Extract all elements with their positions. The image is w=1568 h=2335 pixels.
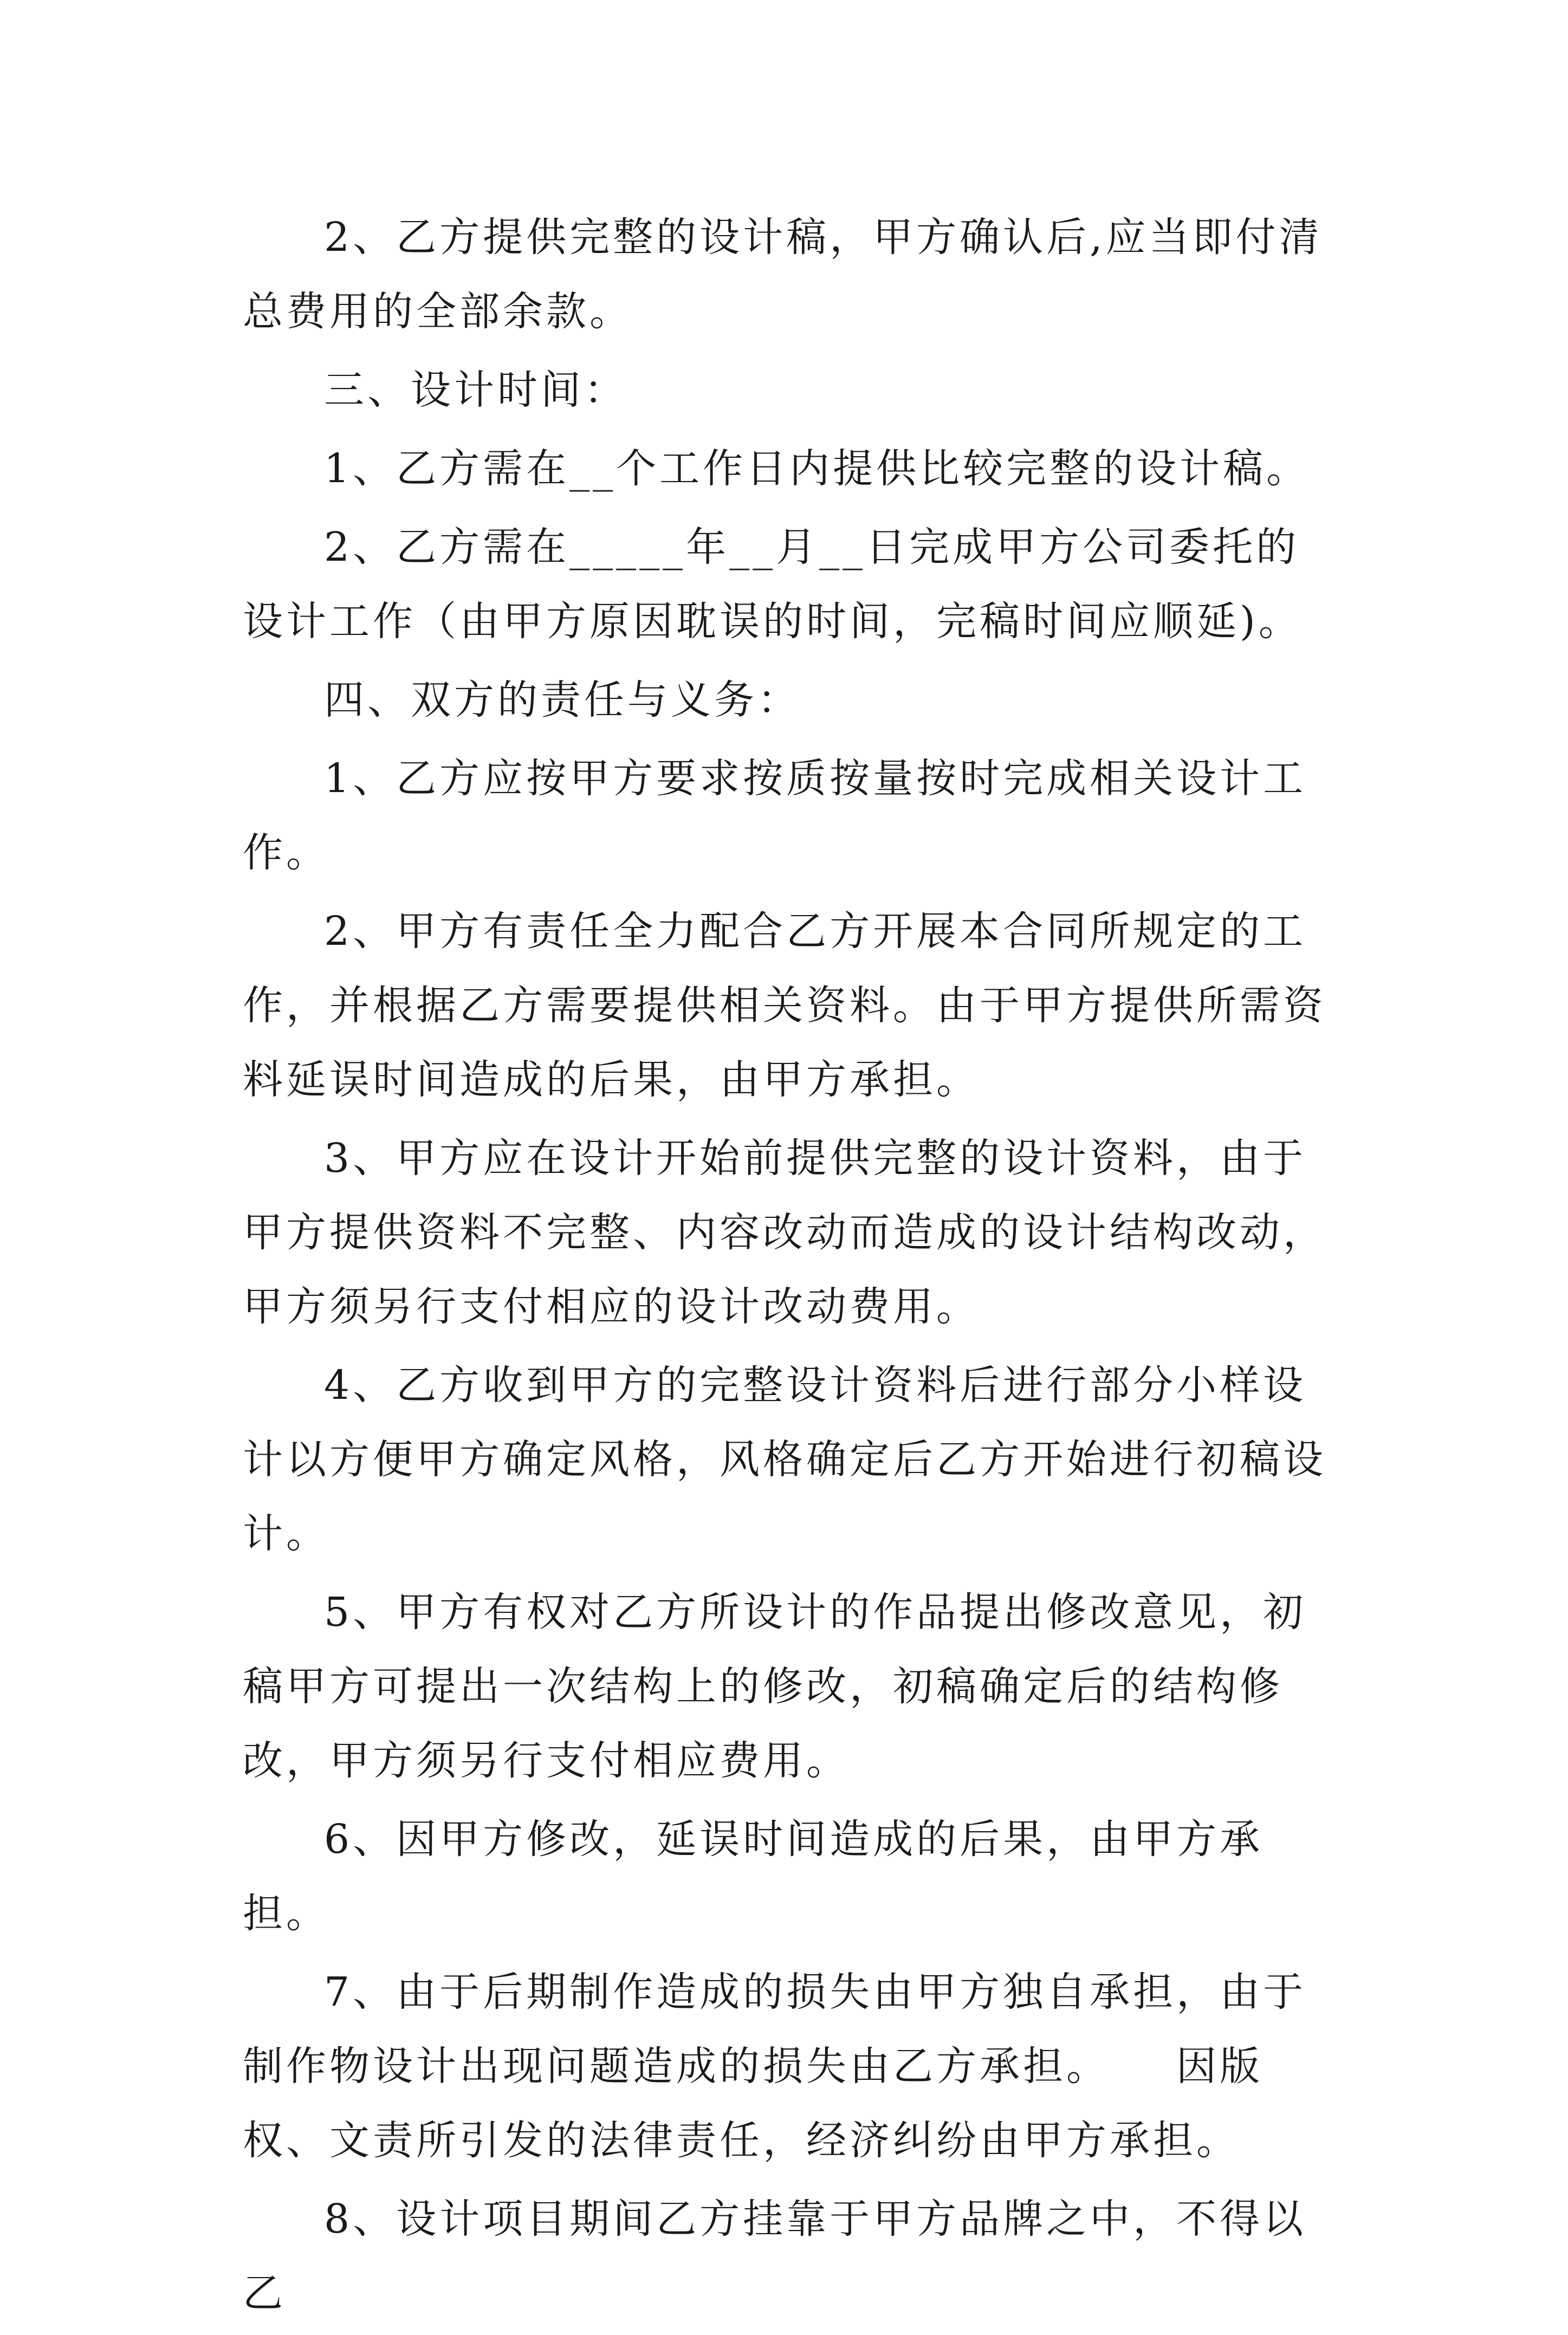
paragraph-responsibility-7: 7、由于后期制作造成的损失由甲方独自承担，由于制作物设计出现问题造成的损失由乙方承担。 因版权、文责所引发的法律责任，经济纠纷由甲方承担。 <box>243 1969 1307 2164</box>
paragraph-design-time-1: 1、乙方需在__个工作日内提供比较完整的设计稿。 <box>324 445 1310 492</box>
paragraph-design-time-2: 2、乙方需在_____年__月__日完成甲方公司委托的设计工作（由甲方原因耽误的时间，完稿时间应顺延)。 <box>243 524 1302 645</box>
paragraph-responsibility-6: 6、因甲方修改，延误时间造成的后果，由甲方承担。 <box>243 1816 1264 1937</box>
paragraph-payment-balance: 2、乙方提供完整的设计稿，甲方确认后,应当即付清总费用的全部余款。 <box>243 214 1323 335</box>
paragraph-responsibility-4: 4、乙方收到甲方的完整设计资料后进行部分小样设计以方便甲方确定风格，风格确定后乙方开始进行初稿设计。 <box>243 1362 1326 1557</box>
section-heading-design-time: 三、设计时间： <box>324 367 627 413</box>
paragraph-responsibility-8: 8、设计项目期间乙方挂靠于甲方品牌之中，不得以乙 <box>243 2196 1307 2317</box>
paragraph-responsibility-1: 1、乙方应按甲方要求按质按量按时完成相关设计工作。 <box>243 755 1307 876</box>
paragraph-responsibility-2: 2、甲方有责任全力配合乙方开展本合同所规定的工作，并根据乙方需要提供相关资料。由于甲方提供所需资料延误时间造成的后果，由甲方承担。 <box>243 908 1326 1103</box>
section-heading-responsibilities: 四、双方的责任与义务： <box>324 677 801 723</box>
document-body <box>243 200 1343 2335</box>
paragraph-responsibility-3: 3、甲方应在设计开始前提供完整的设计资料，由于甲方提供资料不完整、内容改动而造成的设计结构改动，甲方须另行支付相应的设计改动费用。 <box>243 1135 1326 1330</box>
paragraph-responsibility-5: 5、甲方有权对乙方所设计的作品提出修改意见，初稿甲方可提出一次结构上的修改，初稿确定后的结构修改，甲方须另行支付相应费用。 <box>243 1589 1307 1784</box>
